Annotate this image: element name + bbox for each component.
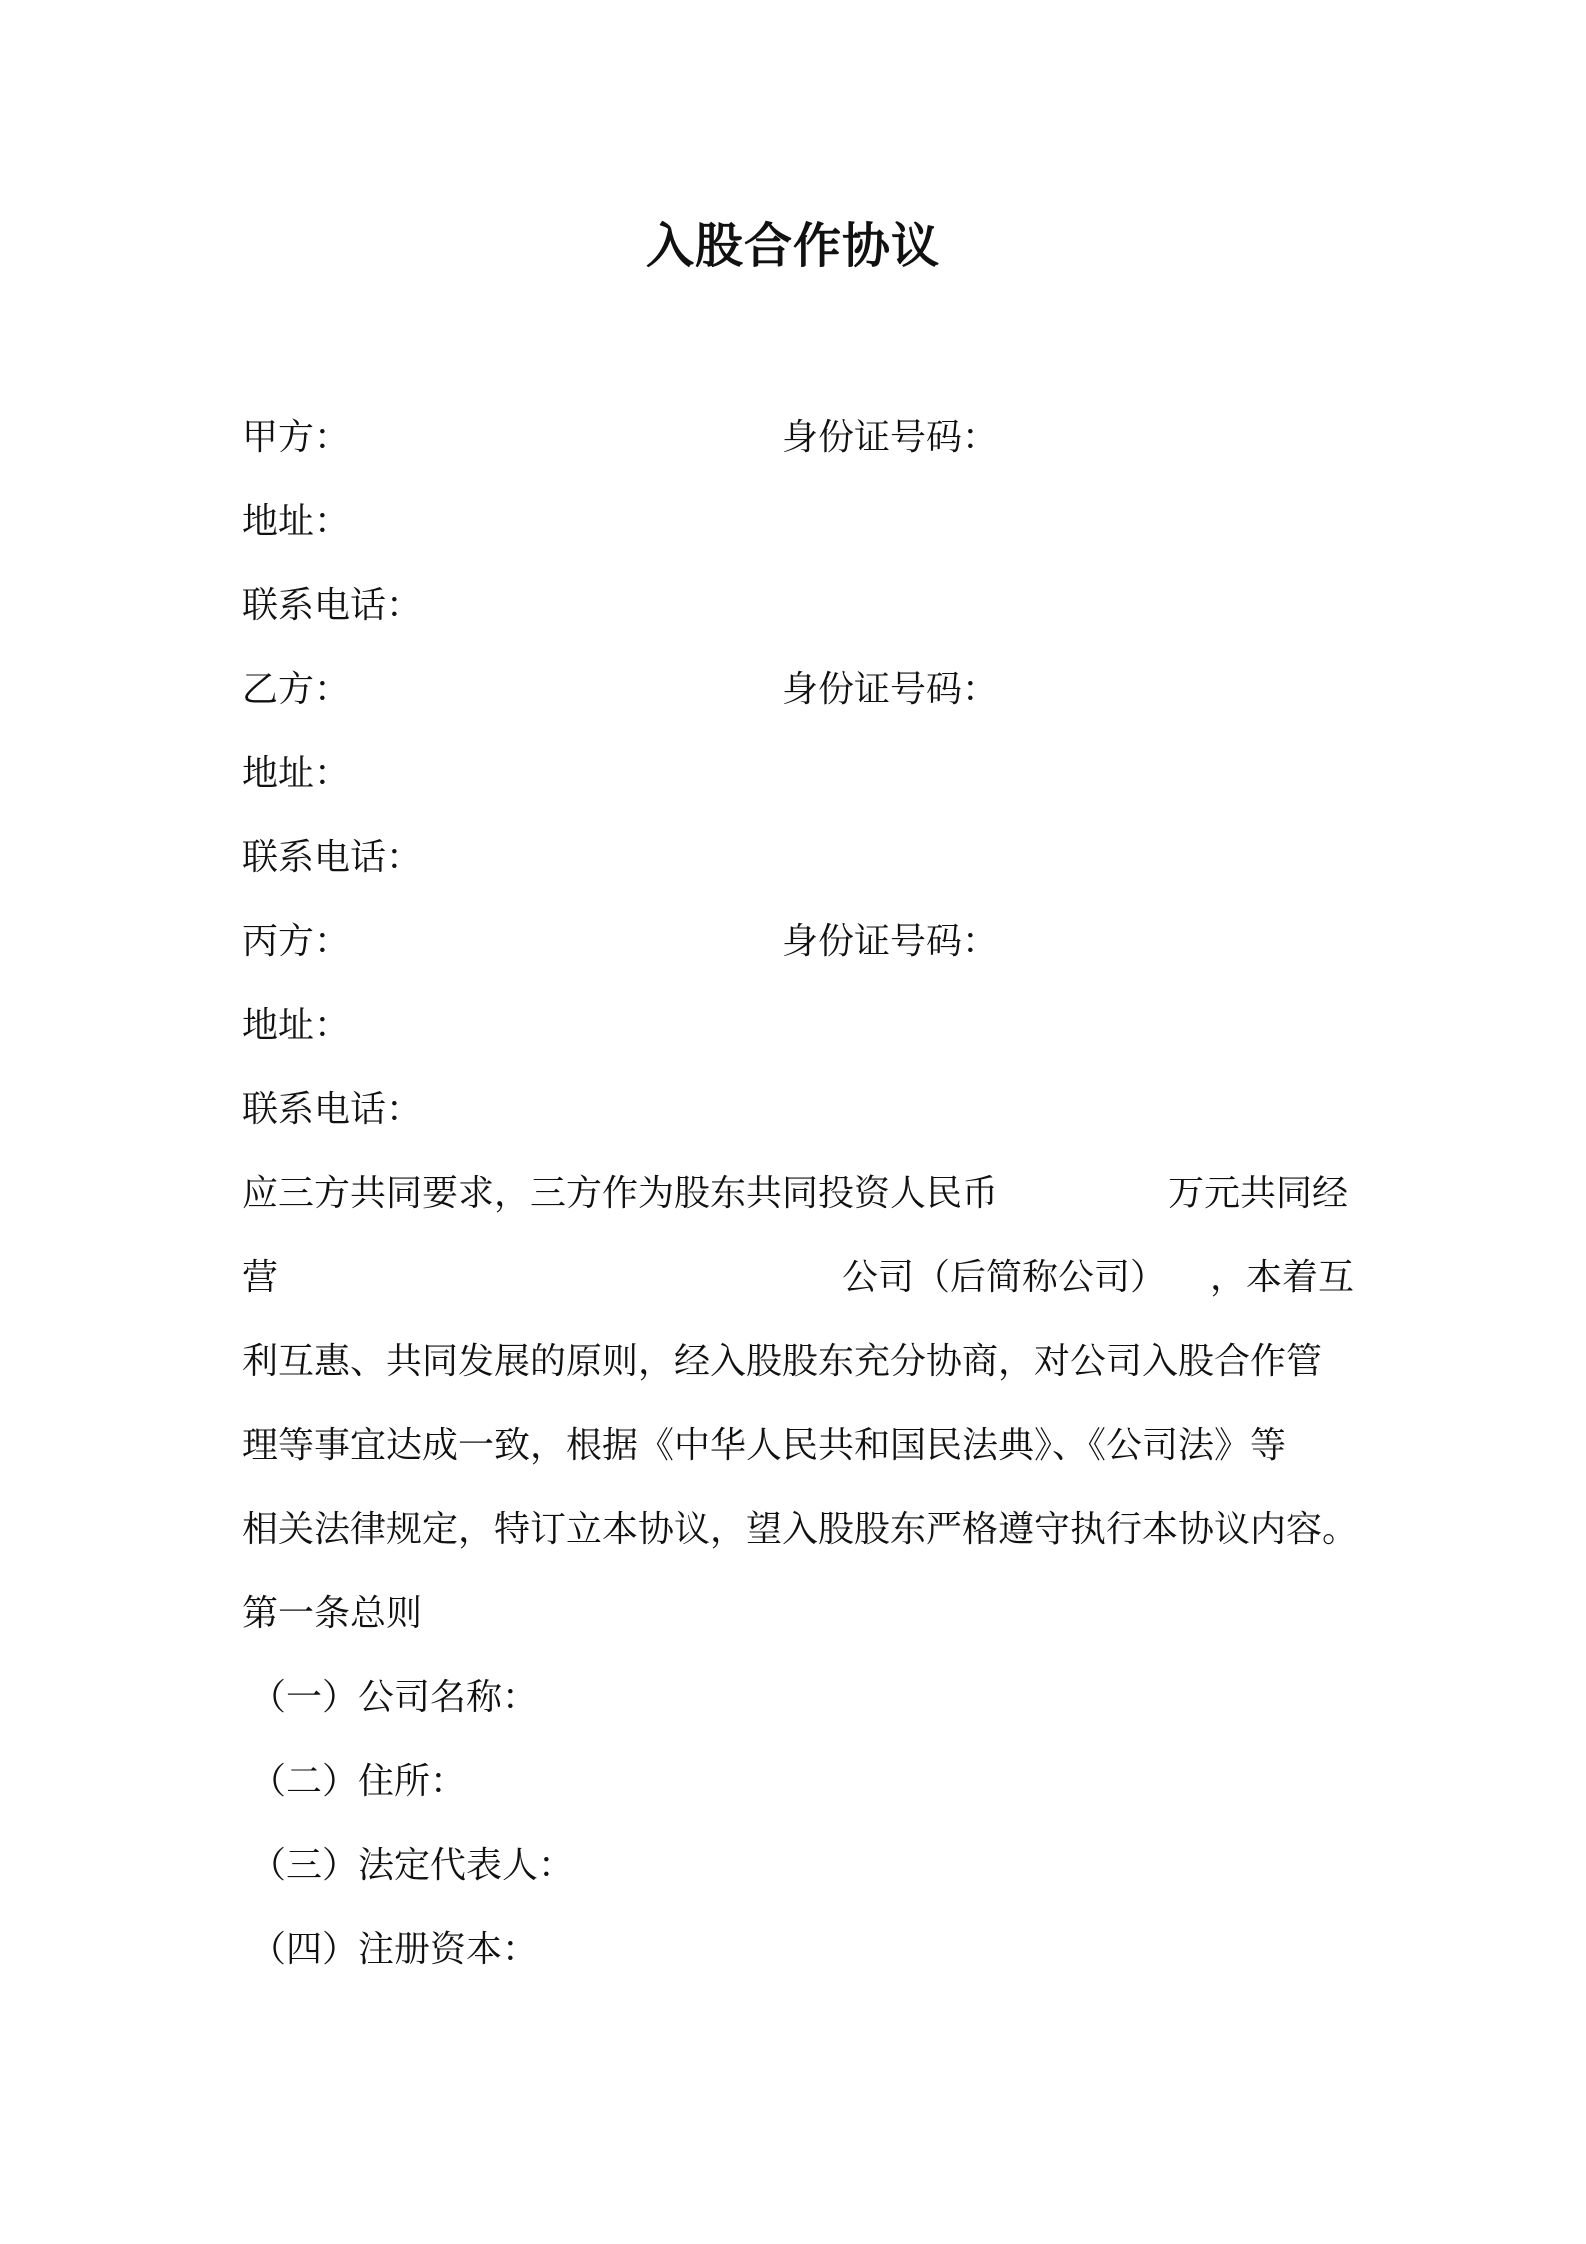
party-a-address-label: 地址： [242,501,351,542]
article-1-item-4: （四）注册资本： [250,1929,539,1970]
intro-line-1-left: 应三方共同要求，三方作为股东共同投资人民币 [242,1173,999,1214]
party-c-id-label: 身份证号码： [782,921,999,962]
intro-line-5: 相关法律规定，特订立本协议，望入股股东严格遵守执行本协议内容。 [242,1509,1359,1550]
article-1-item-3: （三）法定代表人： [250,1845,575,1886]
intro-line-2-mid: 公司（后简称公司） [842,1257,1167,1298]
document-title: 入股合作协议 [645,218,940,274]
party-a-phone-label: 联系电话： [242,585,423,626]
article-1-heading: 第一条总则 [242,1593,423,1634]
intro-line-2-left: 营 [242,1257,279,1298]
party-a-id-label: 身份证号码： [782,417,999,458]
intro-line-3: 利互惠、共同发展的原则，经入股股东充分协商，对公司入股合作管 [242,1341,1323,1382]
party-a-label: 甲方： [242,417,351,458]
intro-line-1-right: 万元共同经 [1168,1173,1349,1214]
party-b-address-label: 地址： [242,753,351,794]
party-c-phone-label: 联系电话： [242,1089,423,1130]
party-b-phone-label: 联系电话： [242,837,423,878]
intro-line-2-right: ，本着互 [1210,1257,1355,1298]
article-1-item-1: （一）公司名称： [250,1677,539,1718]
article-1-item-2: （二）住所： [250,1761,467,1802]
party-c-label: 丙方： [242,921,351,962]
intro-line-4: 理等事宜达成一致，根据《中华人民共和国民法典》、《公司法》等 [242,1425,1287,1466]
party-c-address-label: 地址： [242,1005,351,1046]
party-b-id-label: 身份证号码： [782,669,999,710]
party-b-label: 乙方： [242,669,351,710]
